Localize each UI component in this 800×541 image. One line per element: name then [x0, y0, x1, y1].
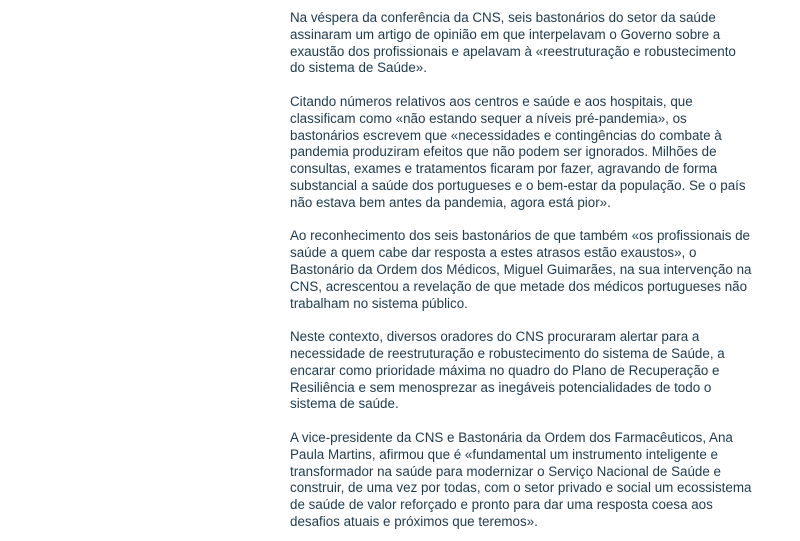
article-paragraph: Na véspera da conferência da CNS, seis bastonários do setor da saúde assinaram um artigo de opinião em que interpelavam o Governo sobre a exaustão dos profissionais e apelavam à «reestruturação e robustecimento do sistema de Saúde». [290, 10, 736, 76]
article-paragraph: Ao reconhecimento dos seis bastonários de que também «os profissionais de saúde a quem cabe dar resposta a estes atrasos estão exaustos», o Bastonário da Ordem dos Médicos, Miguel Guimarães, na sua intervenção na CNS, acrescentou a revelação de que metade dos médicos portugueses não trabalham no sistema público. [290, 228, 752, 311]
article-paragraph: A vice-presidente da CNS e Bastonária da Ordem dos Farmacêuticos, Ana Paula Martins, afirmou que é «fundamental um instrumento inteligente e transformador na saúde para modernizar o Serviço Nacional de Saúde e construir, de uma vez por todas, com o setor privado e social um ecossistema de saúde de valor reforçado e pronto para dar uma resposta coesa aos desafios atuais e próximos que teremos». [290, 429, 752, 529]
article-body [290, 10, 752, 531]
article-paragraph: Citando números relativos aos centros e saúde e aos hospitais, que classificam como «não estando sequer a níveis pré-pandemia», os bastonários escrevem que «necessidades e contingências do combate à pandemia produziram efeitos que não podem ser ignorados. Milhões de consultas, exames e tratamentos ficaram por fazer, agravando de forma substancial a saúde dos portugueses e o bem-estar da população. Se o país não estava bem antes da pandemia, agora está pior». [290, 93, 746, 210]
article-paragraph: Neste contexto, diversos oradores do CNS procuraram alertar para a necessidade de reestruturação e robustecimento do sistema de Saúde, a encarar como prioridade máxima no quadro do Plano de Recuperação e Resiliência e sem menosprezar as inegáveis potencialidades de todo o sistema de saúde. [290, 329, 725, 412]
